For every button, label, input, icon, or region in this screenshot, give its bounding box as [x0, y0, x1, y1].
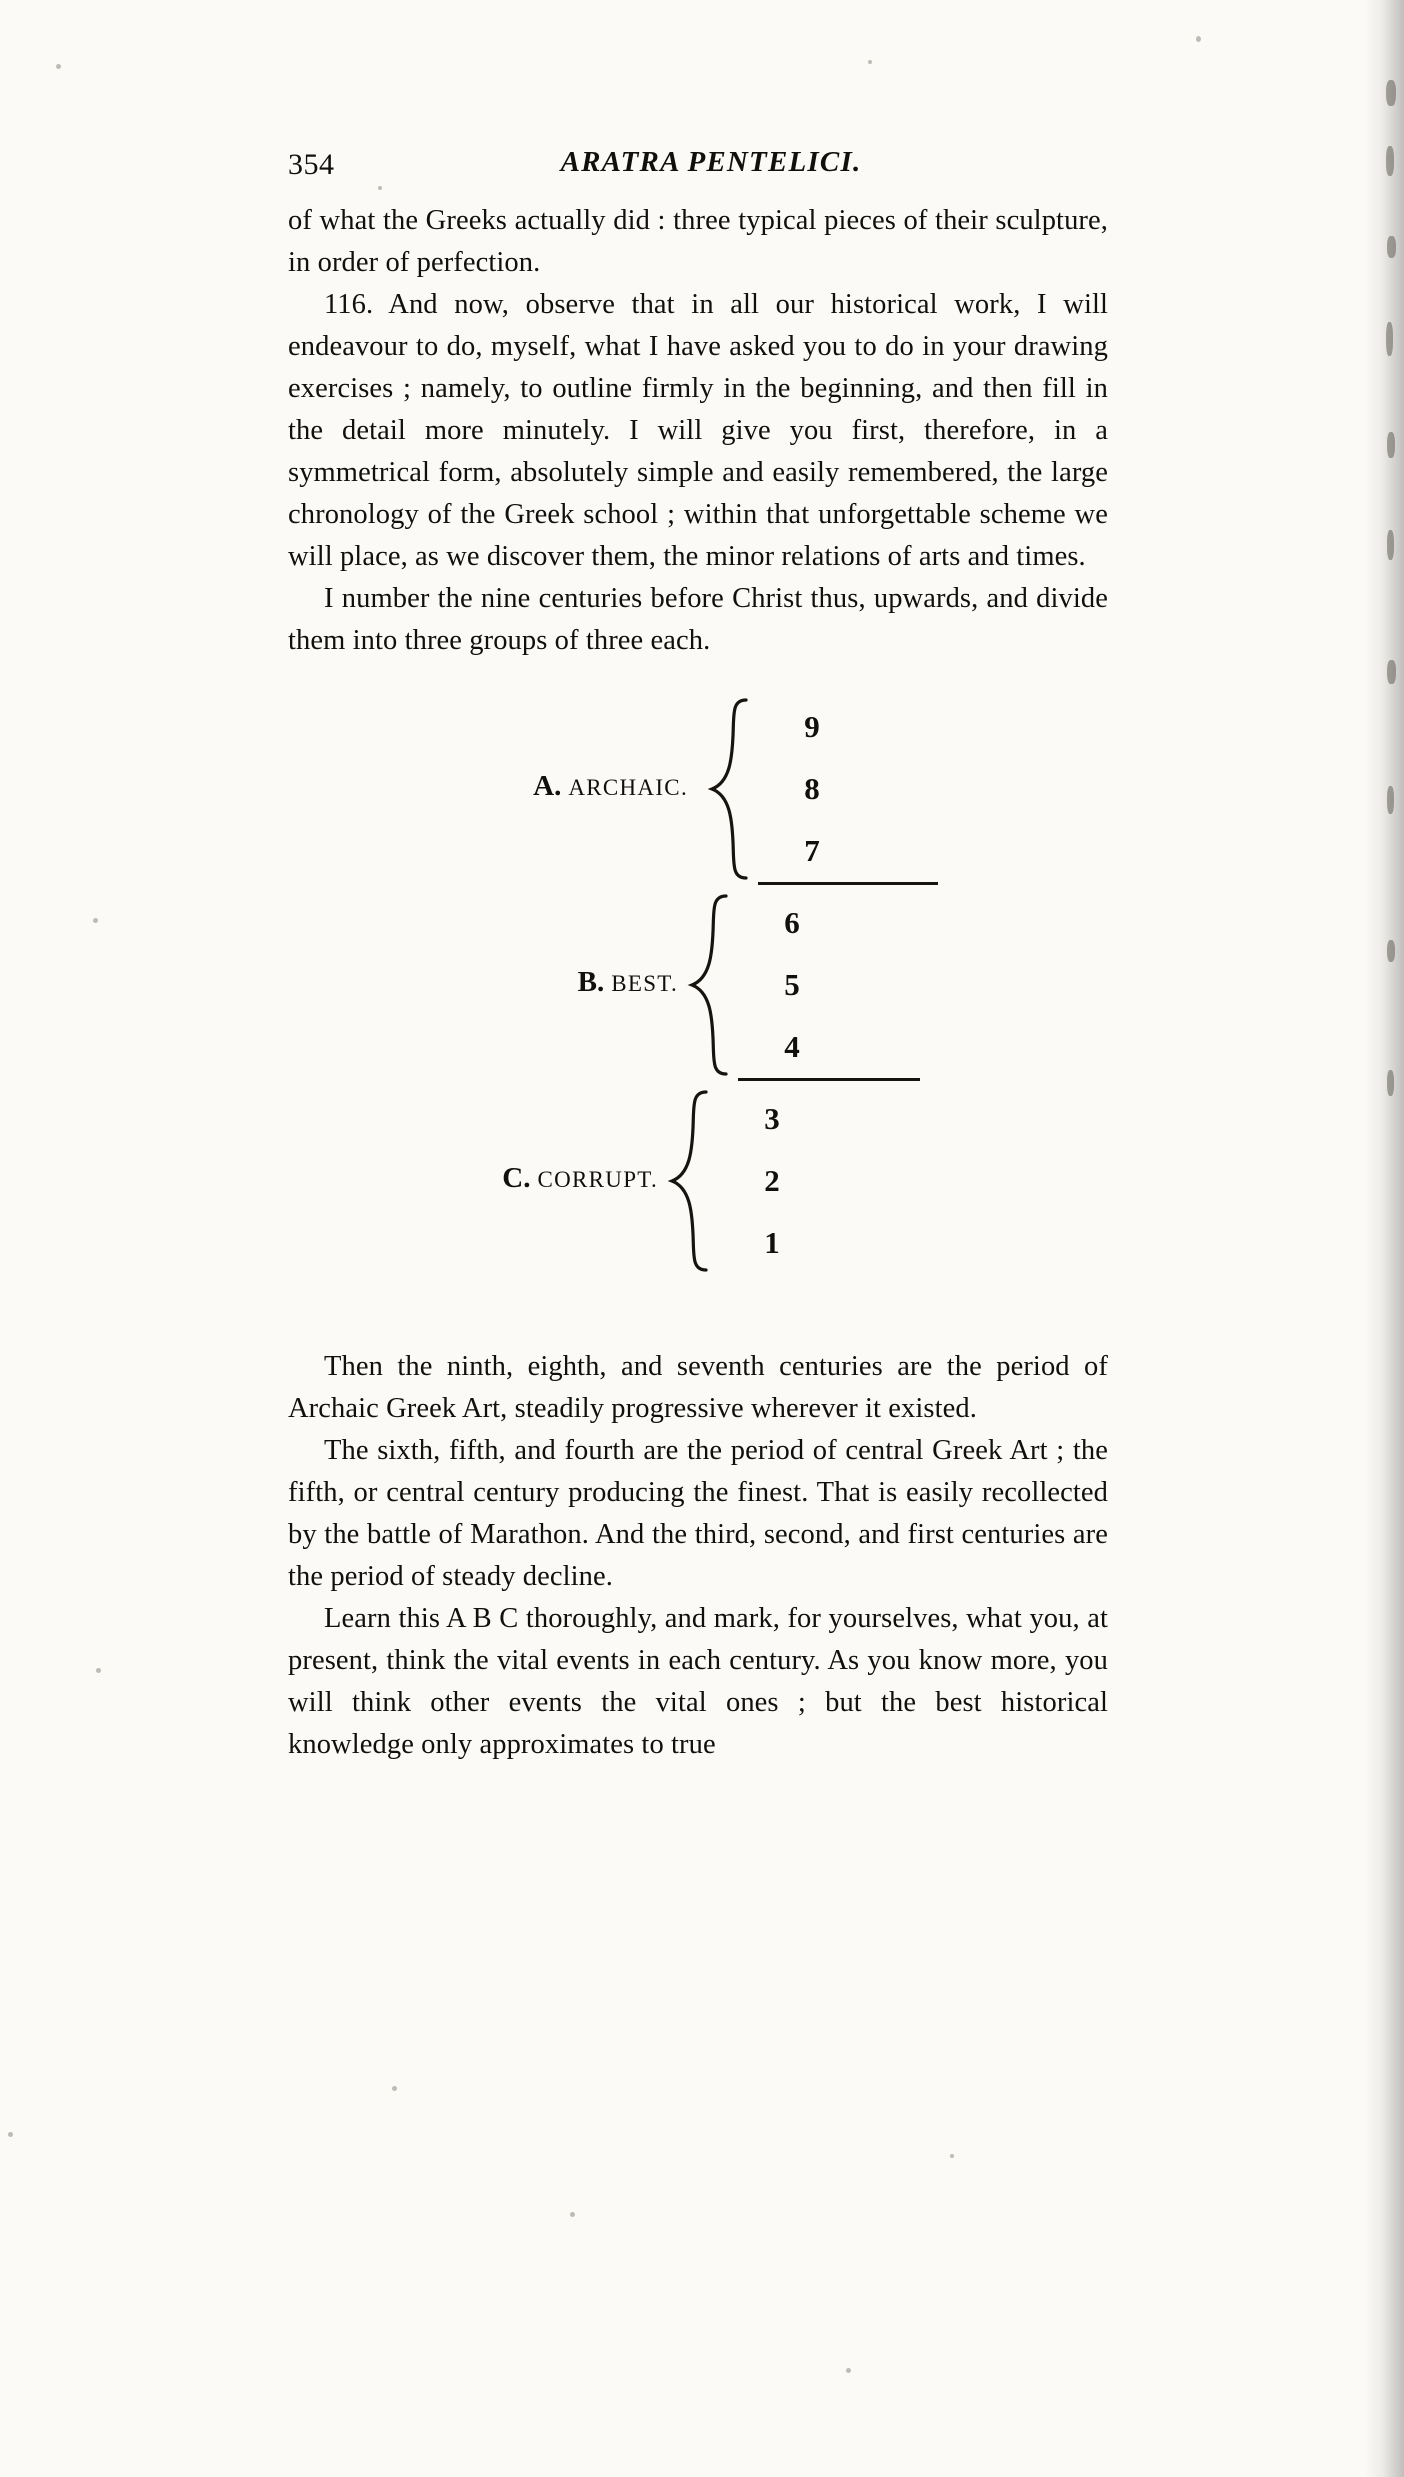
curly-brace-icon: [686, 892, 732, 1078]
chronology-digit: 5: [784, 967, 800, 1002]
chronology-group-label: [358, 966, 678, 999]
chronology-group-label: [338, 1162, 658, 1195]
chronology-divider-rule: [758, 882, 938, 885]
gutter-marks: [1382, 60, 1396, 1160]
chronology-group-letter: B.: [577, 966, 605, 998]
chronology-digit: 2: [764, 1163, 780, 1198]
running-head: ARATRA PENTELICI.: [560, 146, 862, 178]
chronology-table: [288, 696, 1108, 1316]
chronology-digits: [732, 1088, 812, 1274]
chronology-digit: 3: [764, 1101, 780, 1136]
chronology-divider-rule: [738, 1078, 920, 1081]
paragraph-nine-centuries: I number the nine centuries before Christ thus, upwards, and divide them into three groups of three each.: [288, 583, 1108, 656]
scan-speck: [392, 2086, 397, 2091]
chronology-group-name: CORRUPT.: [537, 1167, 658, 1192]
chronology-group-label: [368, 770, 688, 803]
page-content: [288, 140, 1108, 1766]
page-header: [288, 140, 1108, 200]
chronology-group-corrupt: [288, 1088, 1108, 1284]
paragraph-learn-abc: Learn this A B C thoroughly, and mark, for yourselves, what you, at present, think the vital events in each century. As you know more, you will think other events the vital ones ; but the best historical knowledge only approximates to true: [288, 1603, 1108, 1760]
chronology-digit: 6: [784, 905, 800, 940]
scan-speck: [93, 918, 98, 923]
chronology-digit: 7: [804, 833, 820, 868]
paragraph-continued: of what the Greeks actually did : three typical pieces of their sculpture, in order of perfection.: [288, 205, 1108, 278]
scan-speck: [96, 1668, 101, 1673]
scan-speck: [846, 2368, 851, 2373]
chronology-digit: 9: [804, 709, 820, 744]
paragraph-sixth-fifth: The sixth, fifth, and fourth are the period of central Greek Art ; the fifth, or central century producing the finest. That is easily recollected by the battle of Marathon. And the third, second, and first centuries are the period of steady decline.: [288, 1435, 1108, 1592]
page-tail-text: [288, 1346, 1108, 1766]
chronology-digit: 1: [764, 1225, 780, 1260]
curly-brace-icon: [666, 1088, 712, 1274]
scan-speck: [56, 64, 61, 69]
curly-brace-icon: [706, 696, 752, 882]
chronology-group-name: BEST.: [611, 971, 678, 996]
chronology-group-letter: A.: [533, 770, 562, 802]
paragraph-116: 116. And now, observe that in all our historical work, I will endeavour to do, myself, what I have asked you to do in your drawing exercises ; namely, to outline firmly in the beginning, and then fill in the detail more minutely. I will give you first, therefore, in a symmetrical form, absolutely simple and easily remembered, the large chronology of the Greek school ; within that unforgettable scheme we will place, as we discover them, the minor relations of arts and times.: [288, 289, 1108, 572]
scan-speck: [1196, 36, 1201, 42]
chronology-group-name: ARCHAIC.: [568, 775, 688, 800]
scan-speck: [570, 2212, 575, 2217]
scan-speck: [868, 60, 872, 64]
chronology-group-letter: C.: [502, 1162, 531, 1194]
scan-speck: [8, 2132, 13, 2137]
chronology-digit: 8: [804, 771, 820, 806]
chronology-group-best: [288, 892, 1108, 1088]
page-number: 354: [288, 148, 335, 181]
chronology-digits: [772, 696, 852, 882]
scan-speck: [950, 2154, 954, 2158]
paragraph-then-ninth: Then the ninth, eighth, and seventh centuries are the period of Archaic Greek Art, steadily progressive wherever it existed.: [288, 1351, 1108, 1424]
chronology-group-archaic: [288, 696, 1108, 892]
chronology-digit: 4: [784, 1029, 800, 1064]
chronology-digits: [752, 892, 832, 1078]
